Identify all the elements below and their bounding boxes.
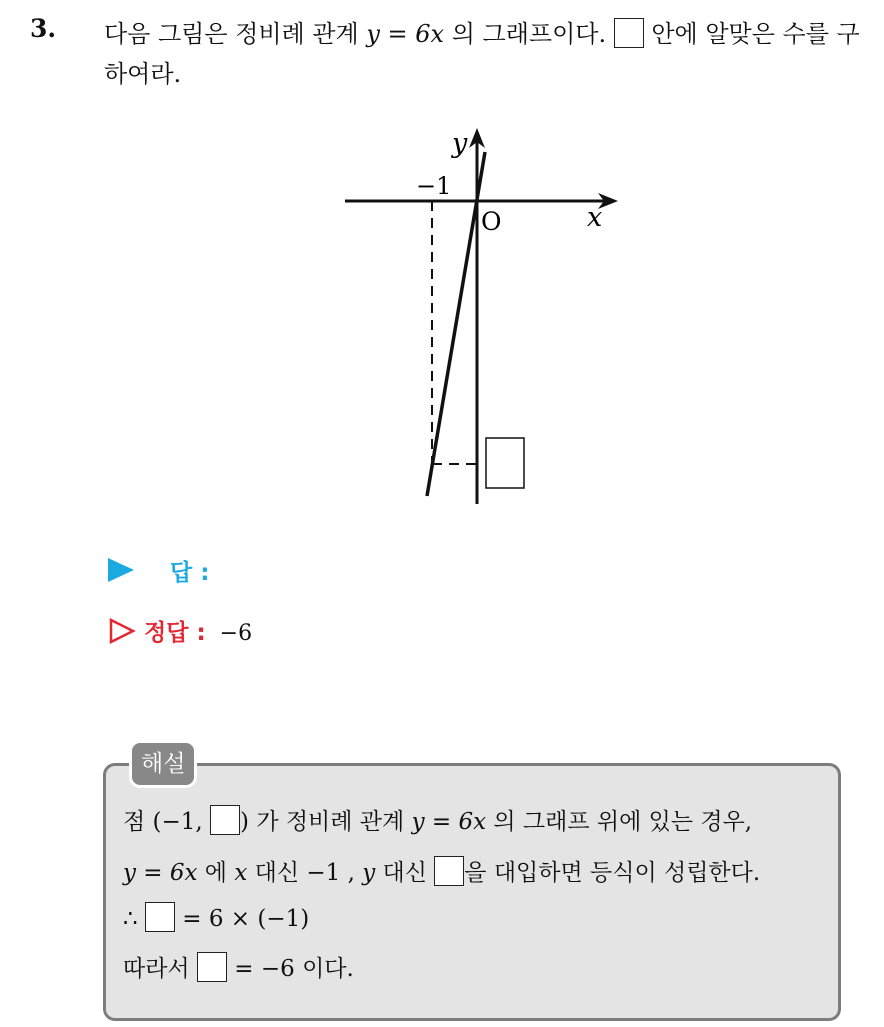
sol-text: 점 (−1, — [123, 809, 211, 835]
sol-text: 에 — [197, 860, 235, 886]
sol-text: 의 그래프 위에 있는 경우, — [486, 809, 753, 835]
question-text-middle: 의 그래프이다. — [444, 20, 614, 48]
y-axis-label: y — [452, 128, 468, 159]
graph — [330, 120, 630, 520]
sol-text: ) 가 정비례 관계 — [240, 809, 412, 835]
solution-line-3 — [123, 902, 309, 932]
blank-box — [434, 856, 464, 886]
question-text — [104, 14, 874, 94]
sol-equation: y = 6x — [411, 809, 487, 835]
solution-line-4 — [123, 950, 354, 983]
sol-text: = 6 × (−1) — [174, 906, 310, 932]
sol-text: 대신 — [375, 860, 435, 886]
blank-box-graph — [486, 438, 524, 488]
origin-label: O — [481, 207, 502, 236]
sol-var: y — [362, 860, 376, 886]
blank-box — [210, 805, 240, 835]
sol-text: 을 대입하면 등식이 성립한다. — [464, 860, 761, 886]
answer-label: 답 : — [170, 560, 210, 586]
correct-answer-row — [108, 614, 252, 647]
correct-answer-label: 정답 : — [144, 620, 206, 646]
question-equation: y = 6x — [366, 20, 445, 48]
blank-box — [197, 952, 227, 982]
therefore-symbol: ∴ — [123, 906, 145, 932]
sol-var: x — [234, 860, 248, 886]
sol-text: 대신 −1 , — [247, 860, 363, 886]
question-text-after: 안에 알맞은 수를 구하여라. — [104, 20, 860, 88]
sol-text: = −6 이다. — [226, 956, 354, 982]
solution-line-2 — [123, 854, 760, 887]
solution-tag: 해설 — [129, 740, 197, 788]
sol-text: 따라서 — [123, 956, 197, 982]
outline-triangle-icon — [108, 618, 136, 644]
x-tick-label: −1 — [416, 172, 452, 200]
solution-line-1 — [123, 803, 752, 836]
play-marker-icon — [108, 558, 134, 582]
x-axis-label: x — [587, 202, 603, 233]
question-text-before: 다음 그림은 정비례 관계 — [104, 20, 367, 48]
blank-box — [145, 902, 175, 932]
sol-equation: y = 6x — [123, 860, 198, 886]
blank-box — [614, 18, 644, 48]
question-number: 3. — [30, 14, 57, 43]
correct-answer-value: −6 — [219, 621, 253, 646]
answer-row — [108, 554, 209, 587]
